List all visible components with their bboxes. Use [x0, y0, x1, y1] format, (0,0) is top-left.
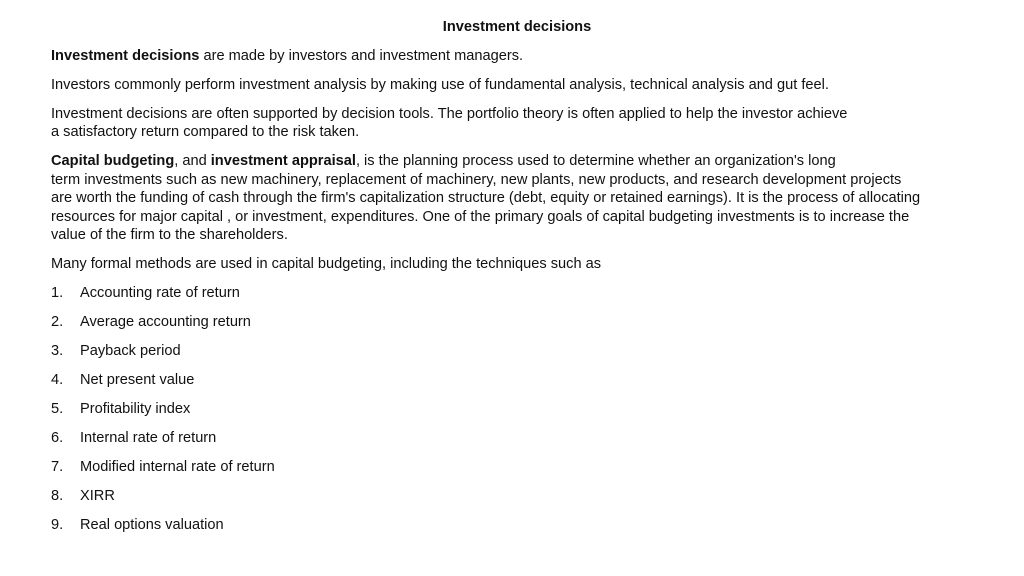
paragraph-text: , and — [174, 153, 211, 169]
page-title: Investment decisions — [442, 19, 592, 35]
paragraph-line: are worth the funding of cash through the firm's capitalization structure (debt, equity or retained earnings). It is the process of allocating — [51, 190, 921, 206]
paragraph-line: Investment decisions are often supported by decision tools. The portfolio theory is often applied to help the investor achieve — [51, 105, 848, 122]
paragraph-line: , is the planning process used to determine whether an organization's long — [355, 153, 836, 169]
paragraph-line: resources for major capital , or investment, expenditures. One of the primary goals of capital budgeting investments is to increase the — [51, 208, 910, 225]
paragraph-investment-decisions — [51, 47, 1001, 66]
list-number: 6. — [51, 430, 64, 446]
list-item-label: Average accounting return — [80, 314, 251, 330]
list-item — [51, 429, 1001, 448]
paragraph-line: a satisfactory return compared to the risk taken. — [51, 124, 360, 140]
list-item-label: Profitability index — [80, 401, 191, 417]
list-item-label: XIRR — [80, 488, 115, 504]
list-item — [51, 284, 1001, 303]
list-number: 3. — [51, 343, 64, 359]
paragraph-formal-methods: Many formal methods are used in capital budgeting, including the techniques such as — [51, 256, 602, 272]
list-number: 2. — [51, 314, 64, 330]
list-item-label: Payback period — [80, 343, 181, 359]
list-item — [51, 458, 1001, 477]
paragraph-capital-budgeting — [51, 152, 1001, 245]
list-number: 5. — [51, 401, 64, 417]
paragraph-line: term investments such as new machinery, replacement of machinery, new plants, new products, and research development projects — [51, 171, 902, 188]
list-item — [51, 487, 1001, 506]
list-item — [51, 516, 1001, 535]
list-item-label: Real options valuation — [80, 517, 224, 533]
list-item-label: Modified internal rate of return — [80, 459, 275, 475]
term-investment-appraisal: investment appraisal — [210, 153, 356, 169]
list-number: 9. — [51, 517, 64, 533]
slide-content — [51, 18, 1001, 545]
term-capital-budgeting: Capital budgeting — [51, 153, 175, 169]
list-item — [51, 371, 1001, 390]
list-item-label: Net present value — [80, 372, 195, 388]
methods-list — [51, 284, 1001, 535]
list-item-label: Internal rate of return — [80, 430, 217, 446]
list-item — [51, 342, 1001, 361]
paragraph-line: value of the firm to the shareholders. — [51, 227, 288, 243]
paragraph-decision-tools — [51, 105, 1001, 142]
list-number: 1. — [51, 285, 64, 301]
list-item-label: Accounting rate of return — [80, 285, 240, 301]
list-item — [51, 400, 1001, 419]
list-item — [51, 313, 1001, 332]
paragraph-investment-analysis: Investors commonly perform investment analysis by making use of fundamental analysis, technical analysis and gut feel. — [51, 76, 829, 93]
list-number: 4. — [51, 372, 64, 388]
list-number: 7. — [51, 459, 64, 475]
term-investment-decisions: Investment decisions — [51, 47, 200, 64]
list-number: 8. — [51, 488, 64, 504]
paragraph-text: are made by investors and investment managers. — [199, 47, 524, 64]
